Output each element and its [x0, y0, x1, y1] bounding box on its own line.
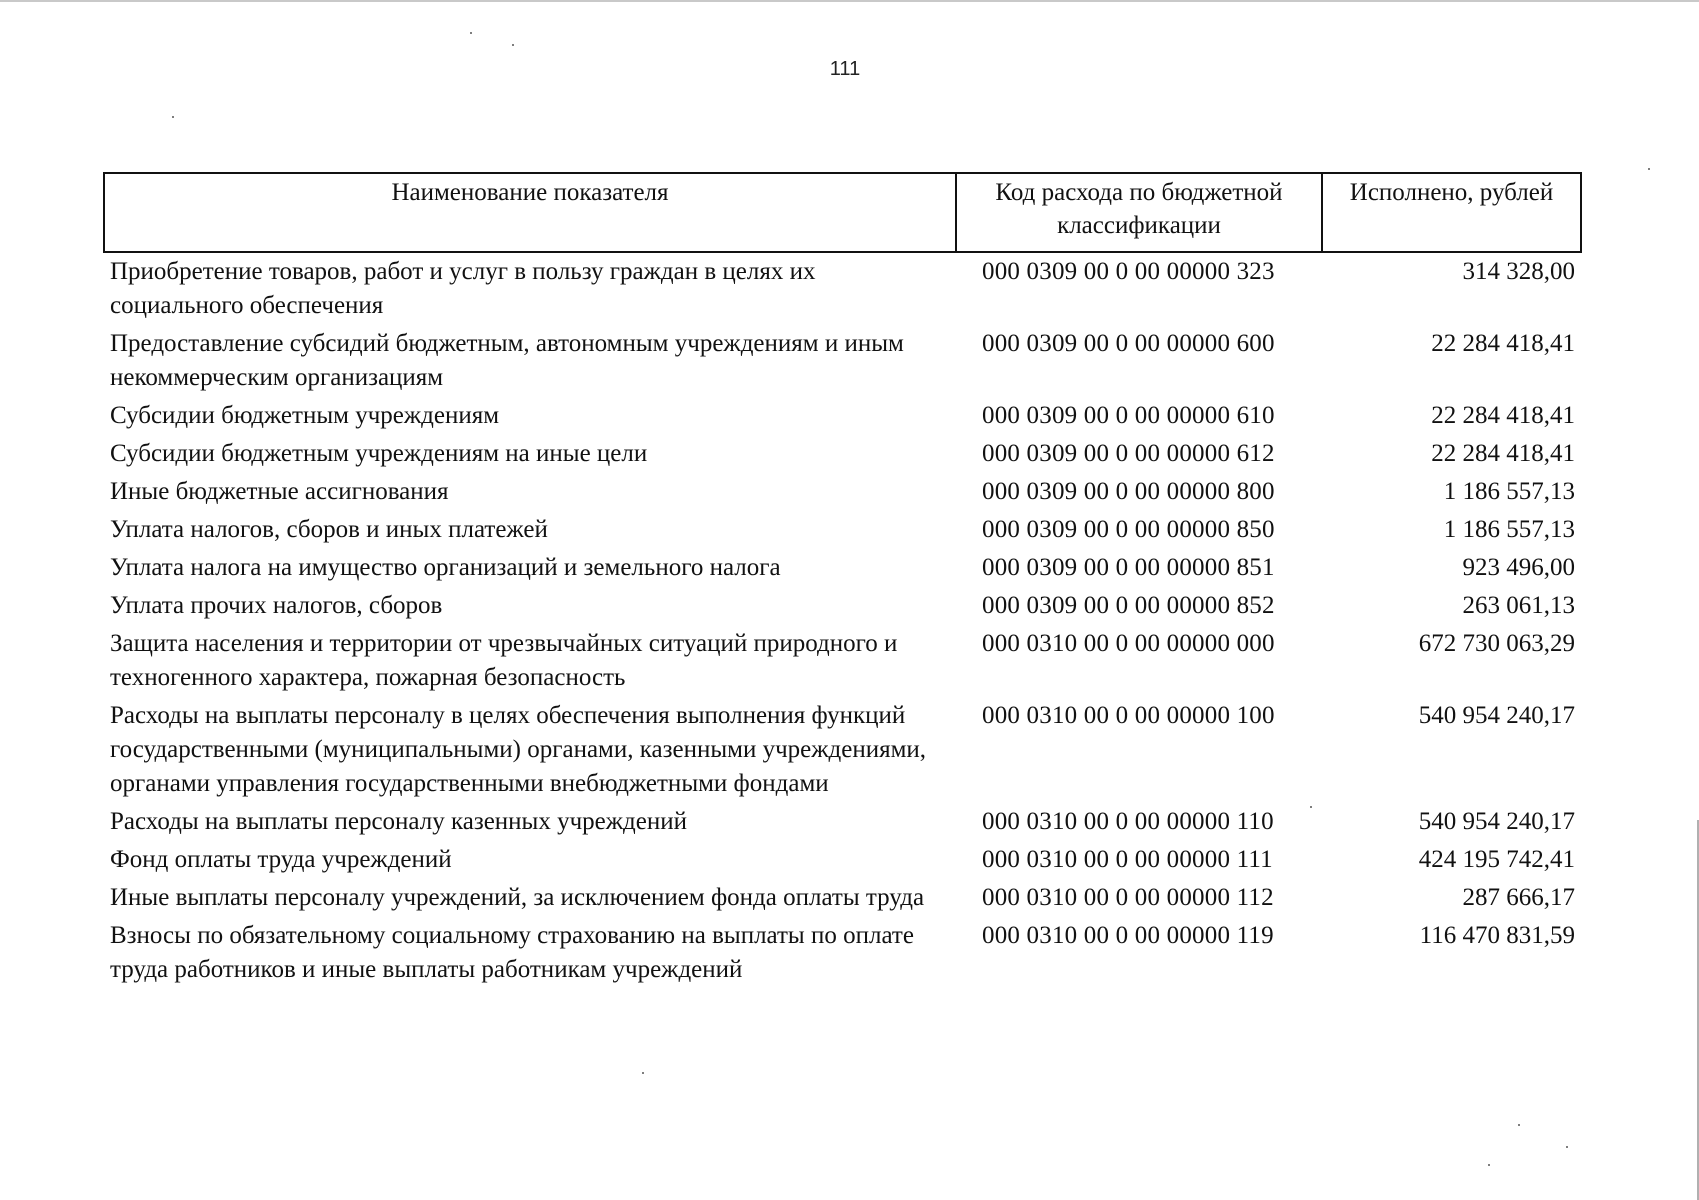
row-expense-code: 000 0309 00 0 00 00000 612	[982, 440, 1275, 467]
table-row	[104, 589, 1581, 627]
budget-table-container	[103, 172, 1580, 991]
row-expense-code: 000 0309 00 0 00 00000 600	[982, 330, 1275, 357]
row-indicator-name: Субсидии бюджетным учреждениям	[110, 402, 500, 429]
scan-speck	[1648, 168, 1650, 170]
header-executed-amount: Исполнено, рублей	[1322, 173, 1581, 252]
table-row	[104, 399, 1581, 437]
row-executed-amount: 22 284 418,41	[1431, 402, 1575, 429]
row-indicator-name: Приобретение товаров, работ и услуг в пользу граждан в целях их социального обеспечения	[110, 258, 816, 319]
table-row	[104, 551, 1581, 589]
row-executed-amount: 22 284 418,41	[1431, 440, 1575, 467]
row-indicator-name: Предоставление субсидий бюджетным, автономным учреждениям и иным некоммерческим организациям	[110, 330, 904, 391]
row-expense-code: 000 0309 00 0 00 00000 323	[982, 258, 1275, 285]
table-row	[104, 699, 1581, 805]
row-executed-amount: 923 496,00	[1462, 554, 1575, 581]
row-expense-code: 000 0310 00 0 00 00000 111	[982, 846, 1273, 873]
row-expense-code: 000 0310 00 0 00 00000 000	[982, 630, 1275, 657]
row-indicator-name: Иные бюджетные ассигнования	[110, 478, 449, 505]
scan-speck	[1518, 1124, 1520, 1126]
row-expense-code: 000 0310 00 0 00 00000 110	[982, 808, 1274, 835]
row-executed-amount: 1 186 557,13	[1443, 516, 1575, 543]
scan-speck	[172, 116, 174, 118]
page-number: 111	[829, 58, 861, 80]
row-indicator-name: Защита населения и территории от чрезвычайных ситуаций природного и техногенного характера, пожарная безопасность	[110, 630, 898, 691]
row-executed-amount: 263 061,13	[1462, 592, 1575, 619]
row-indicator-name: Иные выплаты персоналу учреждений, за исключением фонда оплаты труда	[110, 884, 925, 911]
row-expense-code: 000 0309 00 0 00 00000 850	[982, 516, 1275, 543]
scan-speck	[512, 44, 514, 46]
row-expense-code: 000 0309 00 0 00 00000 610	[982, 402, 1275, 429]
scan-top-edge	[0, 0, 1699, 2]
row-executed-amount: 22 284 418,41	[1431, 330, 1575, 357]
row-expense-code: 000 0310 00 0 00 00000 100	[982, 702, 1275, 729]
row-expense-code: 000 0309 00 0 00 00000 852	[982, 592, 1275, 619]
row-executed-amount: 424 195 742,41	[1418, 846, 1575, 873]
row-indicator-name: Взносы по обязательному социальному страхованию на выплаты по оплате труда работников и иные выплаты работникам учреждений	[110, 922, 914, 983]
row-executed-amount: 1 186 557,13	[1443, 478, 1575, 505]
table-row	[104, 327, 1581, 399]
row-executed-amount: 116 470 831,59	[1419, 922, 1575, 949]
scan-speck	[1566, 1146, 1568, 1148]
row-indicator-name: Уплата налогов, сборов и иных платежей	[110, 516, 548, 543]
row-indicator-name: Расходы на выплаты персоналу в целях обеспечения выполнения функций государственными (муниципальными) органами, казенными учреждениями, органами управления государственными внебюджетными фондами	[110, 702, 927, 797]
row-executed-amount: 672 730 063,29	[1418, 630, 1575, 657]
row-executed-amount: 540 954 240,17	[1418, 702, 1575, 729]
scan-speck	[1310, 806, 1312, 808]
table-row	[104, 437, 1581, 475]
table-header	[104, 173, 1581, 252]
row-expense-code: 000 0309 00 0 00 00000 800	[982, 478, 1275, 505]
table-row	[104, 252, 1581, 327]
scan-speck	[470, 32, 472, 34]
table-body	[104, 252, 1581, 991]
row-executed-amount: 287 666,17	[1462, 884, 1575, 911]
row-indicator-name: Уплата прочих налогов, сборов	[110, 592, 443, 619]
table-row	[104, 475, 1581, 513]
row-indicator-name: Уплата налога на имущество организаций и земельного налога	[110, 554, 781, 581]
row-indicator-name: Субсидии бюджетным учреждениям на иные цели	[110, 440, 648, 467]
table-row	[104, 513, 1581, 551]
table-row	[104, 805, 1581, 843]
budget-execution-table	[103, 172, 1582, 991]
scan-speck	[642, 1072, 644, 1074]
table-row	[104, 881, 1581, 919]
table-row	[104, 627, 1581, 699]
table-row	[104, 919, 1581, 991]
table-row	[104, 843, 1581, 881]
row-indicator-name: Расходы на выплаты персоналу казенных учреждений	[110, 808, 687, 835]
row-indicator-name: Фонд оплаты труда учреждений	[110, 846, 452, 873]
scan-speck	[1488, 1164, 1490, 1166]
table-header-row	[104, 173, 1581, 252]
header-expense-code: Код расхода по бюджетной классификации	[956, 173, 1322, 252]
row-expense-code: 000 0310 00 0 00 00000 119	[982, 922, 1274, 949]
header-indicator-name: Наименование показателя	[104, 173, 956, 252]
row-executed-amount: 540 954 240,17	[1418, 808, 1575, 835]
row-expense-code: 000 0310 00 0 00 00000 112	[982, 884, 1274, 911]
row-expense-code: 000 0309 00 0 00 00000 851	[982, 554, 1275, 581]
row-executed-amount: 314 328,00	[1462, 258, 1575, 285]
